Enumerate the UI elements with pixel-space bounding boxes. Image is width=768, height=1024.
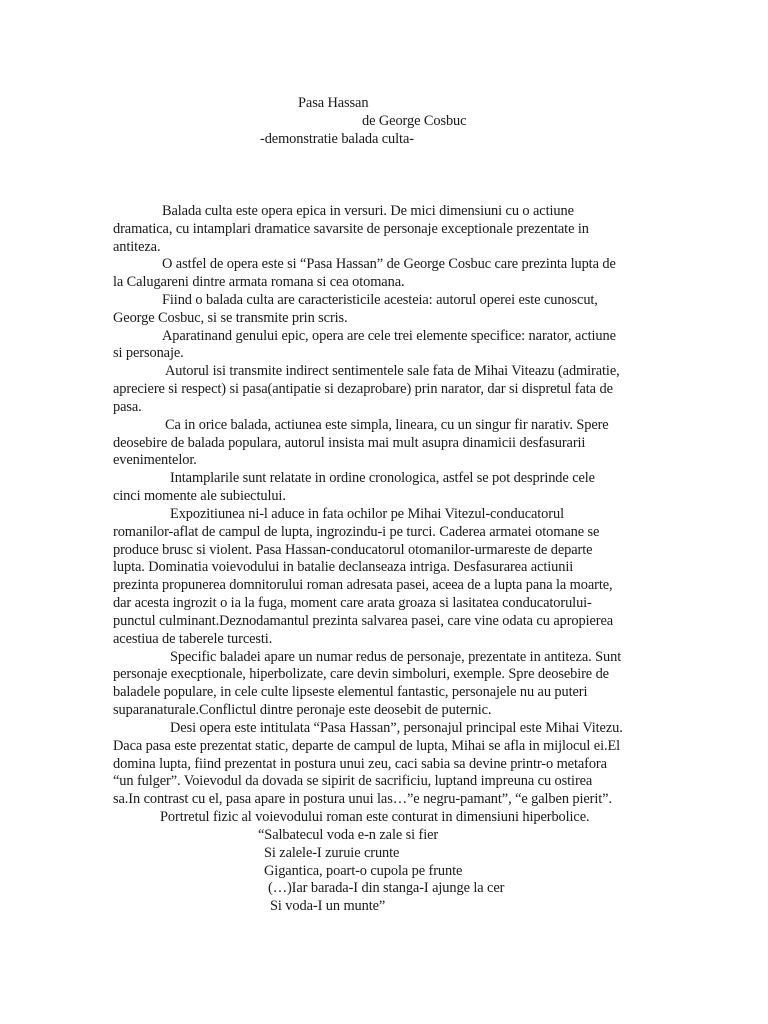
body-line: Portretul fizic al voievodului roman este conturat in dimensiuni hiperbolice. — [160, 809, 590, 825]
body-line: Desi opera este intitulata “Pasa Hassan”, personajul principal este Mihai Vitezu. — [170, 720, 623, 736]
body-line: “un fulger”. Voievodul da dovada se sipirit de sacrificiu, luptand impreuna cu ostirea — [113, 773, 593, 789]
body-line: domina lupta, fiind prezentat in postura unui zeu, caci sabia sa devine printr-o metafora — [113, 756, 607, 772]
body-line: cinci momente ale subiectului. — [113, 488, 286, 504]
body-line: antiteza. — [113, 239, 161, 255]
body-line: prezinta propunerea domnitorului roman adresata pasei, aceea de a lupta pana la moarte, — [113, 577, 613, 593]
body-line: Ca in orice balada, actiunea este simpla, lineara, cu un singur fir narativ. Spere — [165, 417, 609, 433]
body-line: produce brusc si violent. Pasa Hassan-conducatorul otomanilor-urmareste de departe — [113, 542, 593, 558]
verse-line: “Salbatecul voda e-n zale si fier — [258, 827, 439, 843]
body-line: punctul culminant.Deznodamantul prezinta salvarea pasei, care vine odata cu apropierea — [113, 613, 614, 629]
body-line: la Calugareni dintre armata romana si cea otomana. — [113, 274, 405, 290]
body-line: deosebire de balada populara, autorul insista mai mult asupra dinamicii desfasurarii — [113, 435, 586, 451]
body-line: sa.In contrast cu el, pasa apare in postura unui las…”e negru-pamant”, “e galben pierit”. — [113, 791, 612, 807]
body-line: apreciere si respect) si pasa(antipatie si dezaprobare) prin narator, dar si dispretul fata de — [113, 381, 613, 397]
body-line: George Cosbuc, si se transmite prin scris. — [113, 310, 348, 326]
document-author: de George Cosbuc — [362, 113, 467, 129]
verse-line: Si zalele-I zuruie crunte — [264, 845, 400, 861]
body-line: romanilor-aflat de campul de lupta, ingrozindu-i pe turci. Caderea armatei otomane se — [113, 524, 600, 540]
body-line: pasa. — [113, 399, 142, 415]
body-line: si personaje. — [113, 345, 184, 361]
body-line: dramatica, cu intamplari dramatice savarsite de personaje exceptionale prezentate in — [113, 221, 589, 237]
body-line: acestiua de taberele turcesti. — [113, 631, 273, 647]
body-line: Fiind o balada culta are caracteristicile acesteia: autorul operei este cunoscut, — [162, 292, 598, 308]
body-line: Specific baladei apare un numar redus de personaje, prezentate in antiteza. Sunt — [170, 649, 622, 665]
body-line: baladele populare, in cele culte lipseste elementul fantastic, personajele nu au puteri — [113, 684, 588, 700]
body-line: suparanaturale.Conflictul dintre peronaje este deosebit de puternic. — [113, 702, 492, 718]
body-line: Expozitiunea ni-l aduce in fata ochilor pe Mihai Vitezul-conducatorul — [170, 506, 564, 522]
document-subtitle: -demonstratie balada culta- — [260, 131, 414, 147]
body-line: O astfel de opera este si “Pasa Hassan” de George Cosbuc care prezinta lupta de — [162, 256, 616, 272]
verse-line: (…)Iar barada-I din stanga-I ajunge la cer — [268, 880, 505, 896]
document-title: Pasa Hassan — [298, 95, 369, 111]
body-line: Aparatinand genului epic, opera are cele trei elemente specifice: narator, actiune — [162, 328, 616, 344]
body-line: dar acesta ingrozit o ia la fuga, moment care arata groaza si lasitatea conducatorului- — [113, 595, 592, 611]
body-line: personaje execptionale, hiperbolizate, care devin simboluri, exemple. Spre deosebire de — [113, 666, 609, 682]
verse-line: Gigantica, poart-o cupola pe frunte — [264, 863, 463, 879]
body-line: evenimentelor. — [113, 452, 197, 468]
verse-line: Si voda-I un munte” — [270, 898, 386, 914]
body-line: Autorul isi transmite indirect sentimentele sale fata de Mihai Viteazu (admiratie, — [165, 363, 620, 379]
body-line: Intamplarile sunt relatate in ordine cronologica, astfel se pot desprinde cele — [170, 470, 595, 486]
body-line: lupta. Dominatia voievodului in batalie declanseaza intriga. Desfasurarea actiunii — [113, 559, 574, 575]
body-line: Daca pasa este prezentat static, departe de campul de lupta, Mihai se afla in mijlocul ei.El — [113, 738, 621, 754]
body-line: Balada culta este opera epica in versuri. De mici dimensiuni cu o actiune — [162, 203, 574, 219]
